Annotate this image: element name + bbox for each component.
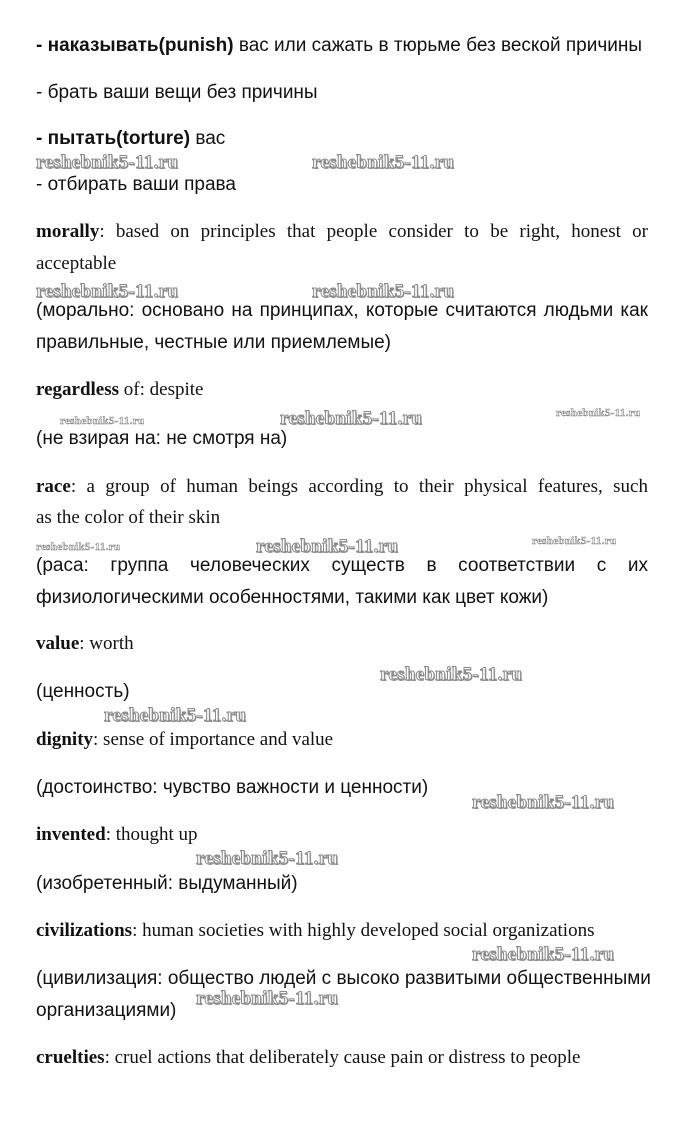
value-def: : worth <box>79 633 134 654</box>
entry-morally-def <box>36 220 648 244</box>
term-dignity: dignity <box>36 729 94 750</box>
watermark: reshebnik5-11.ru <box>472 944 615 965</box>
watermark: reshebnik5-11.ru <box>280 408 423 429</box>
term-invented: invented <box>36 824 106 845</box>
dignity-translation: (достоинство: чувство важности и ценности) <box>36 777 429 798</box>
race-translation-line1: (раса: группа человеческих существ в соответствии с их <box>36 555 648 576</box>
morally-def-line2: acceptable <box>36 253 117 274</box>
race-def-line2: as the color of their skin <box>36 507 221 528</box>
value-translation: (ценность) <box>36 681 130 702</box>
watermark: reshebnik5-11.ru <box>532 535 617 547</box>
dignity-def: : sense of importance and value <box>93 729 334 750</box>
entry-race-def <box>36 475 648 499</box>
term-value: value <box>36 633 80 654</box>
watermark: reshebnik5-11.ru <box>380 664 523 685</box>
race-translation-line2: физиологическими особенностями, такими как цвет кожи) <box>36 587 549 608</box>
watermark: reshebnik5-11.ru <box>472 792 615 813</box>
term-race: race <box>36 476 71 497</box>
item-punish-text: вас или сажать в тюрьме без веской причины <box>233 35 643 56</box>
item-rights: - отбирать ваши права <box>36 174 237 195</box>
invented-translation: (изобретенный: выдуманный) <box>36 873 298 894</box>
watermark: reshebnik5-11.ru <box>312 152 455 173</box>
regardless-translation: (не взирая на: не смотря на) <box>36 428 288 449</box>
watermark: reshebnik5-11.ru <box>556 407 641 419</box>
race-def-line1: : a group of human beings according to their physical features, such <box>70 476 648 497</box>
cruelties-def: : cruel actions that deliberately cause pain or distress to people <box>104 1047 581 1068</box>
entry-value-def <box>36 632 648 656</box>
watermark: reshebnik5-11.ru <box>104 705 247 726</box>
term-punish: - наказывать(punish) <box>36 35 234 56</box>
watermark: reshebnik5-11.ru <box>36 152 179 173</box>
invented-def: : thought up <box>105 824 198 845</box>
entry-dignity-def <box>36 728 648 752</box>
item-torture-text: вас <box>190 128 226 149</box>
item-torture <box>36 127 648 151</box>
morally-translation-line2: правильные, честные или приемлемые) <box>36 332 392 353</box>
entry-regardless-def <box>36 378 648 402</box>
watermark: reshebnik5-11.ru <box>36 541 121 553</box>
morally-def-line1: : based on principles that people consider to be right, honest or <box>99 221 648 242</box>
term-cruelties: cruelties <box>36 1047 105 1068</box>
watermark: reshebnik5-11.ru <box>196 848 339 869</box>
watermark: reshebnik5-11.ru <box>312 281 455 302</box>
term-morally: morally <box>36 221 100 242</box>
entry-invented-def <box>36 823 648 847</box>
entry-civilizations-def <box>36 919 648 943</box>
item-punish <box>36 34 648 58</box>
term-torture: - пытать(torture) <box>36 128 191 149</box>
watermark: reshebnik5-11.ru <box>36 281 179 302</box>
civilizations-translation-line2: организациями) <box>36 1000 177 1021</box>
civilizations-def: : human societies with highly developed social organizations <box>132 920 595 941</box>
item-take: - брать ваши вещи без причины <box>36 82 318 103</box>
entry-cruelties-def <box>36 1046 648 1070</box>
morally-translation-line1: (морально: основано на принципах, которые считаются людьми как <box>36 300 648 321</box>
civilizations-translation-line1: (цивилизация: общество людей с высоко развитыми общественными <box>36 968 651 989</box>
watermark: reshebnik5-11.ru <box>256 536 399 557</box>
regardless-def: of: despite <box>119 379 204 400</box>
term-civilizations: civilizations <box>36 920 133 941</box>
watermark: reshebnik5-11.ru <box>60 415 145 427</box>
watermark: reshebnik5-11.ru <box>196 988 339 1009</box>
term-regardless: regardless <box>36 379 120 400</box>
